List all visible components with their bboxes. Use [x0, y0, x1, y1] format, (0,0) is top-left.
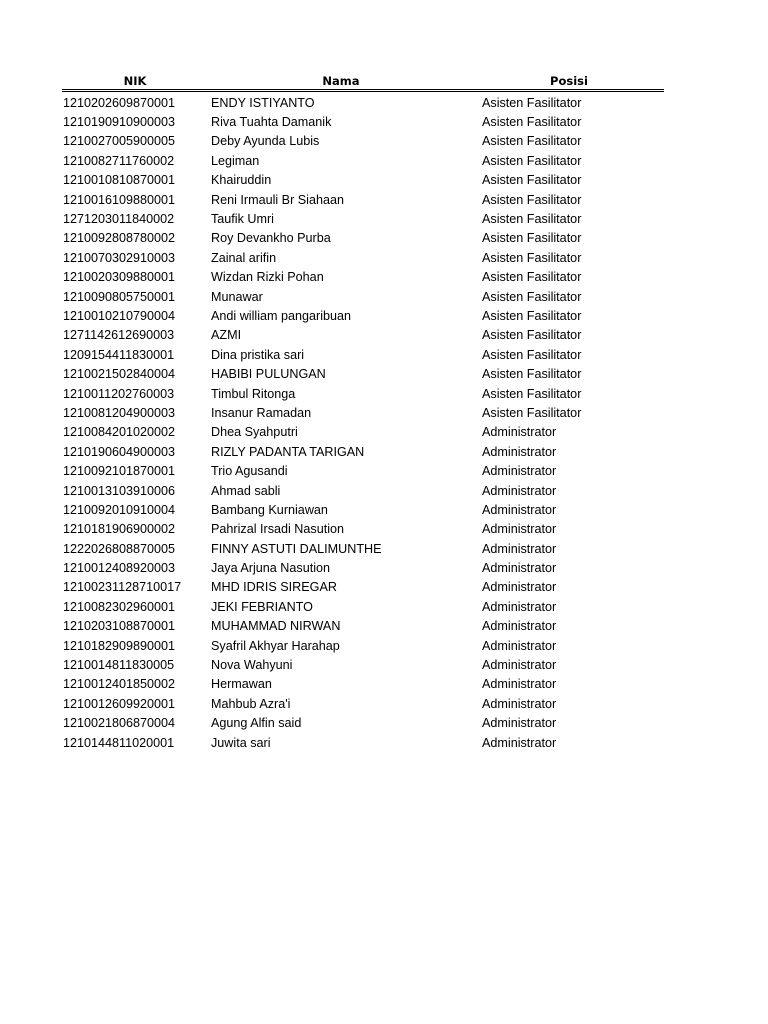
table-row: [62, 714, 664, 733]
table-row: [62, 733, 664, 752]
posisi-cell: Asisten Fasilitator: [482, 308, 582, 323]
nik-cell: 1210082302960001: [63, 599, 176, 614]
posisi-cell: Administrator: [482, 483, 557, 498]
posisi-cell: Asisten Fasilitator: [482, 328, 582, 343]
posisi-cell: Administrator: [482, 561, 557, 576]
posisi-cell: Administrator: [482, 696, 557, 711]
table-row: [62, 558, 664, 577]
nik-cell: 1210081204900003: [63, 405, 176, 420]
nik-cell: 1210070302910003: [63, 250, 176, 265]
nik-cell: 1210021502840004: [63, 367, 176, 382]
table-row: [62, 112, 664, 131]
table-row: [62, 306, 664, 325]
table-row: [62, 132, 664, 151]
table-row: [62, 617, 664, 636]
nik-cell: 1210084201020002: [63, 425, 176, 440]
nik-cell: 1210014811830005: [63, 658, 175, 673]
table-row: [62, 520, 664, 539]
posisi-cell: Administrator: [482, 658, 557, 673]
posisi-cell: Asisten Fasilitator: [482, 347, 582, 362]
posisi-cell: Asisten Fasilitator: [482, 289, 582, 304]
nama-cell: RIZLY PADANTA TARIGAN: [211, 444, 365, 459]
column-header-nama: Nama: [322, 74, 360, 88]
posisi-cell: Administrator: [482, 444, 557, 459]
nik-cell: 1210020309880001: [63, 270, 176, 285]
posisi-cell: Administrator: [482, 599, 557, 614]
nama-cell: Pahrizal Irsadi Nasution: [211, 522, 344, 537]
table-row: [62, 578, 664, 597]
nik-cell: 1210011202760003: [63, 386, 175, 401]
nama-cell: Ahmad sabli: [211, 483, 281, 498]
table-row: [62, 597, 664, 616]
nama-cell: Roy Devankho Purba: [211, 231, 331, 246]
nik-cell: 1210181906900002: [63, 522, 176, 537]
nama-cell: Trio Agusandi: [211, 464, 288, 479]
nama-cell: Bambang Kurniawan: [211, 502, 328, 517]
nama-cell: Deby Ayunda Lubis: [211, 134, 320, 149]
table-row: [62, 345, 664, 364]
nama-cell: FINNY ASTUTI DALIMUNTHE: [211, 541, 382, 556]
posisi-cell: Administrator: [482, 580, 557, 595]
table-header: [62, 70, 664, 89]
posisi-cell: Asisten Fasilitator: [482, 173, 582, 188]
nik-cell: 1210010210790004: [63, 308, 176, 323]
posisi-cell: Asisten Fasilitator: [482, 212, 582, 227]
nama-cell: Dina pristika sari: [211, 347, 305, 362]
table-row: [62, 481, 664, 500]
table-row: [62, 675, 664, 694]
nik-cell: 1210203108870001: [63, 619, 176, 634]
header-double-rule: [62, 89, 664, 92]
table-row: [62, 151, 664, 170]
nik-cell: 1210190604900003: [63, 444, 176, 459]
nik-cell: 1210027005900005: [63, 134, 176, 149]
nik-cell: 1271142612690003: [63, 328, 175, 343]
nik-cell: 1210092010910004: [63, 502, 176, 517]
nama-cell: Jaya Arjuna Nasution: [211, 561, 331, 576]
nama-cell: Reni Irmauli Br Siahaan: [211, 192, 344, 207]
table-row: [62, 442, 664, 461]
nama-cell: MHD IDRIS SIREGAR: [211, 580, 337, 595]
nama-cell: Hermawan: [211, 677, 272, 692]
nama-cell: Timbul Ritonga: [211, 386, 296, 401]
nik-cell: 1210012408920003: [63, 561, 176, 576]
posisi-cell: Administrator: [482, 522, 557, 537]
nama-cell: Wizdan Rizki Pohan: [211, 270, 324, 285]
nama-cell: HABIBI PULUNGAN: [211, 367, 326, 382]
table-row: [62, 190, 664, 209]
nik-cell: 1210012609920001: [63, 696, 176, 711]
nama-cell: Riva Tuahta Damanik: [211, 115, 332, 130]
table-row: [62, 694, 664, 713]
nama-cell: Dhea Syahputri: [211, 425, 298, 440]
posisi-cell: Administrator: [482, 677, 557, 692]
nik-cell: 1210144811020001: [63, 735, 175, 750]
nama-cell: Agung Alfin said: [211, 716, 302, 731]
nama-cell: Khairuddin: [211, 173, 272, 188]
nama-cell: Taufik Umri: [211, 212, 274, 227]
posisi-cell: Administrator: [482, 735, 557, 750]
nama-cell: Munawar: [211, 289, 263, 304]
table-row: [62, 655, 664, 674]
posisi-cell: Asisten Fasilitator: [482, 231, 582, 246]
table-row: [62, 423, 664, 442]
table-row: [62, 364, 664, 383]
table-row: [62, 326, 664, 345]
posisi-cell: Asisten Fasilitator: [482, 270, 582, 285]
posisi-cell: Asisten Fasilitator: [482, 192, 582, 207]
posisi-cell: Administrator: [482, 464, 557, 479]
table-body: [62, 93, 664, 752]
posisi-cell: Asisten Fasilitator: [482, 153, 582, 168]
table-row: [62, 209, 664, 228]
nama-cell: Juwita sari: [211, 735, 271, 750]
nik-cell: 12100231128710017: [63, 580, 182, 595]
table-row: [62, 268, 664, 287]
table-row: [62, 229, 664, 248]
nama-cell: JEKI FEBRIANTO: [211, 599, 313, 614]
nik-cell: 1210016109880001: [63, 192, 176, 207]
nama-cell: Zainal arifin: [211, 250, 277, 265]
table-row: [62, 403, 664, 422]
table-row: [62, 287, 664, 306]
posisi-cell: Administrator: [482, 502, 557, 517]
table-row: [62, 171, 664, 190]
table-row: [62, 461, 664, 480]
posisi-cell: Asisten Fasilitator: [482, 95, 582, 110]
column-header-posisi: Posisi: [550, 74, 588, 88]
nik-cell: 1210082711760002: [63, 153, 175, 168]
nik-cell: 1210092101870001: [63, 464, 176, 479]
nik-cell: 1210202609870001: [63, 95, 176, 110]
nik-cell: 1210092808780002: [63, 231, 176, 246]
posisi-cell: Administrator: [482, 638, 557, 653]
posisi-cell: Administrator: [482, 619, 557, 634]
posisi-cell: Administrator: [482, 541, 557, 556]
column-header-nik: NIK: [123, 74, 147, 88]
data-table: [62, 70, 664, 752]
nama-cell: Legiman: [211, 153, 260, 168]
nama-cell: Mahbub Azra'i: [211, 696, 291, 711]
nik-cell: 1210021806870004: [63, 716, 176, 731]
posisi-cell: Asisten Fasilitator: [482, 367, 582, 382]
posisi-cell: Asisten Fasilitator: [482, 115, 582, 130]
nama-cell: AZMI: [211, 328, 242, 343]
nama-cell: MUHAMMAD NIRWAN: [211, 619, 341, 634]
posisi-cell: Administrator: [482, 425, 557, 440]
table-row: [62, 500, 664, 519]
nama-cell: Nova Wahyuni: [211, 658, 293, 673]
posisi-cell: Asisten Fasilitator: [482, 386, 582, 401]
nik-cell: 1210190910900003: [63, 115, 176, 130]
table-row: [62, 93, 664, 112]
posisi-cell: Asisten Fasilitator: [482, 250, 582, 265]
nik-cell: 1210010810870001: [63, 173, 176, 188]
nik-cell: 1210090805750001: [63, 289, 176, 304]
nik-cell: 1210182909890001: [63, 638, 176, 653]
table-row: [62, 248, 664, 267]
nik-cell: 1209154411830001: [63, 347, 175, 362]
nama-cell: Andi william pangaribuan: [211, 308, 352, 323]
table-row: [62, 636, 664, 655]
nik-cell: 1222026808870005: [63, 541, 176, 556]
nama-cell: ENDY ISTIYANTO: [211, 95, 315, 110]
nama-cell: Syafril Akhyar Harahap: [211, 638, 340, 653]
nik-cell: 1271203011840002: [63, 212, 175, 227]
nik-cell: 1210013103910006: [63, 483, 176, 498]
posisi-cell: Administrator: [482, 716, 557, 731]
nama-cell: Insanur Ramadan: [211, 405, 312, 420]
nik-cell: 1210012401850002: [63, 677, 176, 692]
posisi-cell: Asisten Fasilitator: [482, 405, 582, 420]
table-row: [62, 384, 664, 403]
posisi-cell: Asisten Fasilitator: [482, 134, 582, 149]
table-row: [62, 539, 664, 558]
